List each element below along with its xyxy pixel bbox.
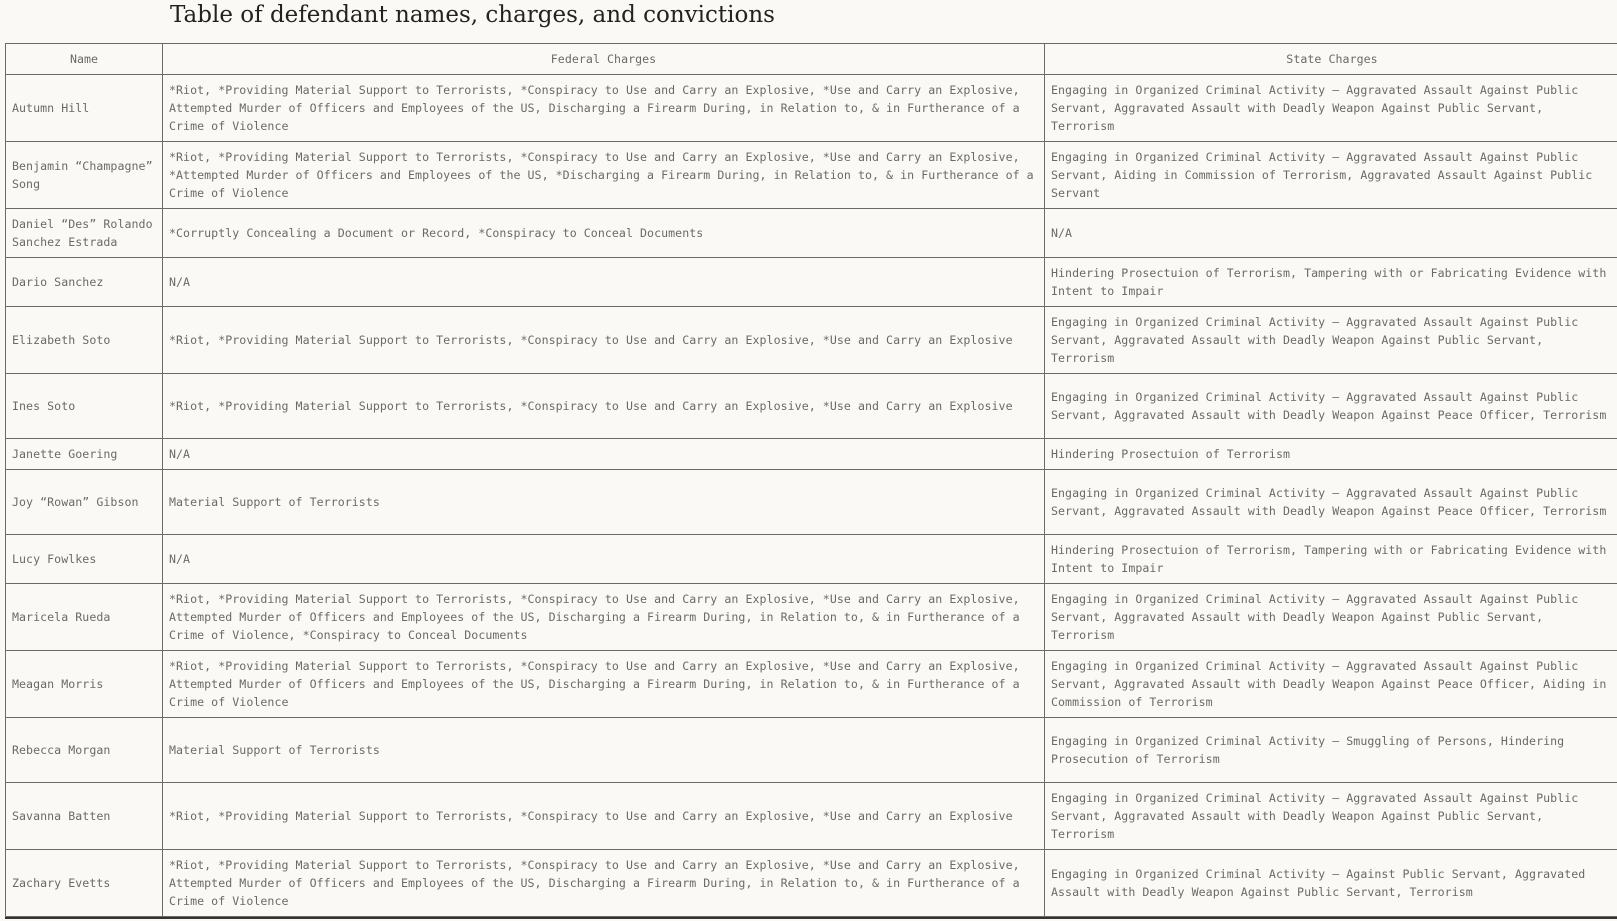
cell-federal-charges: *Riot, *Providing Material Support to Terrorists, *Conspiracy to Use and Carry an Explosive, *Use and Carry an Explosive, Attempted Murder of Officers and Employees of the US, Discharging a Firearm During, in Relation to, & in Furtherance of a Crime of Violence [163, 850, 1045, 917]
cell-federal-charges: N/A [163, 258, 1045, 307]
cell-state-charges: Engaging in Organized Criminal Activity – Aggravated Assault Against Public Servant, Aiding in Commission of Terrorism, Aggravated Assault Against Public Servant [1045, 142, 1617, 209]
cell-state-charges: Engaging in Organized Criminal Activity – Aggravated Assault Against Public Servant, Aggravated Assault with Deadly Weapon Against Public Servant, Terrorism [1045, 75, 1617, 142]
cell-name: Ines Soto [6, 374, 163, 439]
cell-federal-charges: *Riot, *Providing Material Support to Terrorists, *Conspiracy to Use and Carry an Explosive, *Use and Carry an Explosive, Attempted Murder of Officers and Employees of the US, Discharging a Firearm During, in Relation to, & in Furtherance of a Crime of Violence [163, 651, 1045, 718]
cell-state-charges: Engaging in Organized Criminal Activity – Aggravated Assault Against Public Servant, Aggravated Assault with Deadly Weapon Against Peace Officer, Terrorism [1045, 374, 1617, 439]
cell-state-charges: Hindering Prosectuion of Terrorism, Tampering with or Fabricating Evidence with Intent to Impair [1045, 535, 1617, 584]
cell-federal-charges: *Riot, *Providing Material Support to Terrorists, *Conspiracy to Use and Carry an Explosive, *Use and Carry an Explosive [163, 374, 1045, 439]
cell-name: Benjamin “Champagne” Song [6, 142, 163, 209]
cell-state-charges: Hindering Prosectuion of Terrorism, Tampering with or Fabricating Evidence with Intent to Impair [1045, 258, 1617, 307]
cell-name: Rebecca Morgan [6, 718, 163, 783]
table-body [6, 75, 1617, 917]
cell-federal-charges: N/A [163, 535, 1045, 584]
page-title: Table of defendant names, charges, and convictions [170, 2, 775, 28]
cell-state-charges: Engaging in Organized Criminal Activity – Against Public Servant, Aggravated Assault with Deadly Weapon Against Public Servant, Terrorism [1045, 850, 1617, 917]
cell-federal-charges: *Riot, *Providing Material Support to Terrorists, *Conspiracy to Use and Carry an Explosive, *Use and Carry an Explosive, Attempted Murder of Officers and Employees of the US, Discharging a Firearm During, in Relation to, & in Furtherance of a Crime of Violence [163, 75, 1045, 142]
cell-state-charges: Engaging in Organized Criminal Activity – Aggravated Assault Against Public Servant, Aggravated Assault with Deadly Weapon Against Public Servant, Terrorism [1045, 307, 1617, 374]
table-row [6, 470, 1617, 535]
header-federal-charges: Federal Charges [163, 44, 1045, 75]
cell-state-charges: Engaging in Organized Criminal Activity – Aggravated Assault Against Public Servant, Aggravated Assault with Deadly Weapon Against Peace Officer, Terrorism [1045, 470, 1617, 535]
cell-federal-charges: *Riot, *Providing Material Support to Terrorists, *Conspiracy to Use and Carry an Explosive, *Use and Carry an Explosive, Attempted Murder of Officers and Employees of the US, Discharging a Firearm During, in Relation to, & in Furtherance of a Crime of Violence, *Conspiracy to Conceal Documents [163, 584, 1045, 651]
charges-table [5, 43, 1617, 917]
header-name: Name [6, 44, 163, 75]
cell-federal-charges: Material Support of Terrorists [163, 718, 1045, 783]
table-row [6, 75, 1617, 142]
cell-name: Meagan Morris [6, 651, 163, 718]
cell-federal-charges: N/A [163, 439, 1045, 470]
cell-name: Elizabeth Soto [6, 307, 163, 374]
table-row [6, 142, 1617, 209]
cell-name: Joy “Rowan” Gibson [6, 470, 163, 535]
cell-federal-charges: *Riot, *Providing Material Support to Terrorists, *Conspiracy to Use and Carry an Explosive, *Use and Carry an Explosive [163, 783, 1045, 850]
cell-name: Autumn Hill [6, 75, 163, 142]
cell-name: Daniel “Des” Rolando Sanchez Estrada [6, 209, 163, 258]
cell-federal-charges: *Corruptly Concealing a Document or Record, *Conspiracy to Conceal Documents [163, 209, 1045, 258]
table-row [6, 374, 1617, 439]
cell-federal-charges: Material Support of Terrorists [163, 470, 1045, 535]
table-row [6, 651, 1617, 718]
cell-name: Savanna Batten [6, 783, 163, 850]
cell-federal-charges: *Riot, *Providing Material Support to Terrorists, *Conspiracy to Use and Carry an Explosive, *Use and Carry an Explosive, *Attempted Murder of Officers and Employees of the US, *Discharging a Firearm During, in Relation to, & in Furtherance of a Crime of Violence [163, 142, 1045, 209]
header-row [6, 44, 1617, 75]
cell-state-charges: Engaging in Organized Criminal Activity – Aggravated Assault Against Public Servant, Aggravated Assault with Deadly Weapon Against Peace Officer, Aiding in Commission of Terrorism [1045, 651, 1617, 718]
table-header [6, 44, 1617, 75]
charges-table-container [5, 43, 1617, 919]
table-row [6, 850, 1617, 917]
header-state-charges: State Charges [1045, 44, 1617, 75]
cell-name: Dario Sanchez [6, 258, 163, 307]
table-row [6, 209, 1617, 258]
table-row [6, 718, 1617, 783]
table-row [6, 783, 1617, 850]
table-row [6, 535, 1617, 584]
cell-name: Lucy Fowlkes [6, 535, 163, 584]
table-row [6, 439, 1617, 470]
cell-name: Maricela Rueda [6, 584, 163, 651]
cell-federal-charges: *Riot, *Providing Material Support to Terrorists, *Conspiracy to Use and Carry an Explosive, *Use and Carry an Explosive [163, 307, 1045, 374]
cell-state-charges: N/A [1045, 209, 1617, 258]
cell-state-charges: Hindering Prosectuion of Terrorism [1045, 439, 1617, 470]
cell-name: Janette Goering [6, 439, 163, 470]
table-row [6, 584, 1617, 651]
cell-state-charges: Engaging in Organized Criminal Activity – Aggravated Assault Against Public Servant, Aggravated Assault with Deadly Weapon Against Public Servant, Terrorism [1045, 584, 1617, 651]
cell-state-charges: Engaging in Organized Criminal Activity – Smuggling of Persons, Hindering Prosecution of Terrorism [1045, 718, 1617, 783]
cell-state-charges: Engaging in Organized Criminal Activity – Aggravated Assault Against Public Servant, Aggravated Assault with Deadly Weapon Against Public Servant, Terrorism [1045, 783, 1617, 850]
table-row [6, 258, 1617, 307]
table-row [6, 307, 1617, 374]
cell-name: Zachary Evetts [6, 850, 163, 917]
